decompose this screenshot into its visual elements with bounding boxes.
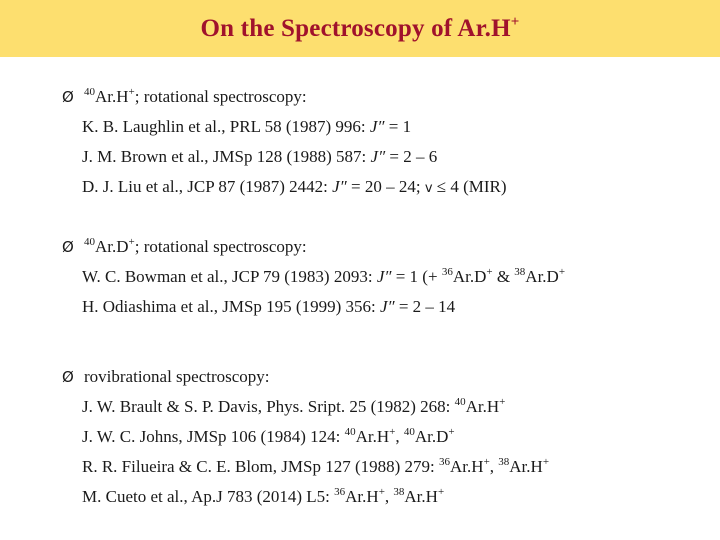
reference-line: W. C. Bowman et al., JCP 79 (1983) 2093: J″ = 1 (+ $^{36}$Ar.D+ & $^{38}$Ar.D+: [82, 266, 566, 286]
reference-line: J. W. Brault & S. P. Davis, Phys. Sript. 25 (1982) 268: $^{40}$Ar.H+: [82, 396, 506, 416]
section-rotational-arh: [62, 82, 507, 202]
bullet-heading: Ø rovibrational spectroscopy:: [62, 362, 549, 392]
slide-title: On the Spectroscopy of Ar.H+: [200, 13, 520, 42]
reference-line: D. J. Liu et al., JCP 87 (1987) 2442: J″ = 20 – 24; v ≤ 4 (MIR): [82, 177, 507, 196]
arrow-bullet-icon: Ø: [62, 368, 74, 386]
reference-line: K. B. Laughlin et al., PRL 58 (1987) 996: J″ = 1: [82, 117, 412, 136]
reference-line: J. W. C. Johns, JMSp 106 (1984) 124: $^{40}$Ar.H+, $^{40}$Ar.D+: [82, 426, 455, 446]
section-rotational-ard: [62, 232, 565, 322]
title-bar: [0, 0, 720, 57]
reference-line: M. Cueto et al., Ap.J 783 (2014) L5: $^{36}$Ar.H+, $^{38}$Ar.H+: [82, 486, 445, 506]
arrow-bullet-icon: Ø: [62, 238, 74, 256]
bullet-heading: Ø $^{40}$Ar.D+; rotational spectroscopy:: [62, 232, 565, 262]
reference-line: H. Odiashima et al., JMSp 195 (1999) 356: J″ = 2 – 14: [82, 297, 456, 316]
reference-line: R. R. Filueira & C. E. Blom, JMSp 127 (1988) 279: $^{36}$Ar.H+, $^{38}$Ar.H+: [82, 456, 550, 476]
reference-line: J. M. Brown et al., JMSp 128 (1988) 587: J″ = 2 – 6: [82, 147, 438, 166]
arrow-bullet-icon: Ø: [62, 88, 74, 106]
bullet-heading: Ø $^{40}$Ar.H+; rotational spectroscopy:: [62, 82, 507, 112]
section-rovibrational: [62, 362, 549, 512]
